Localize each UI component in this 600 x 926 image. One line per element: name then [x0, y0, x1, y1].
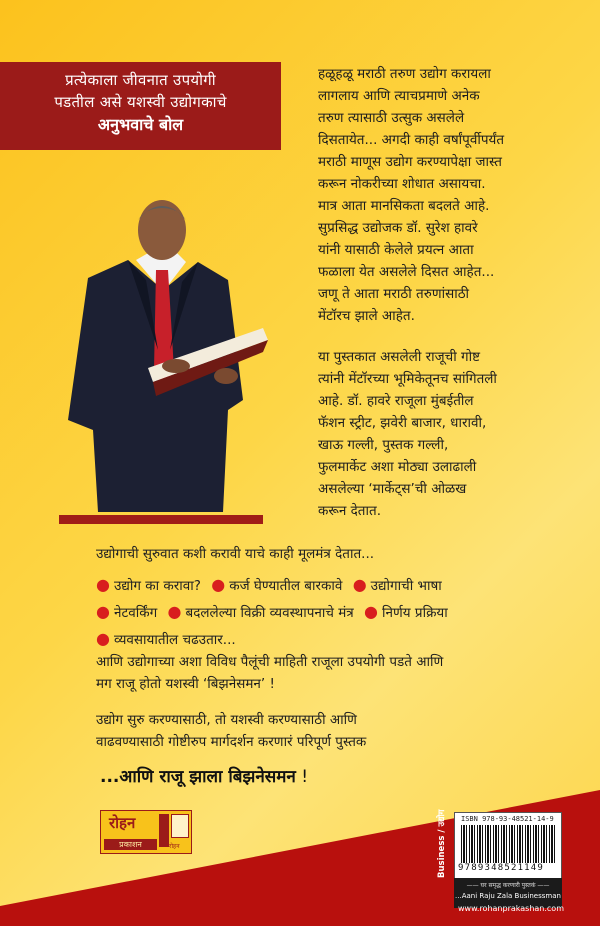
- p1-line: जणू ते आता मराठी तरुणांसाठी: [318, 286, 470, 302]
- p1-line: दिसतायेत... अगदी काही वर्षांपूर्वीपर्यंत: [318, 132, 505, 148]
- quote-line-2: पडतील असे यशस्वी उद्योगकाचे: [54, 93, 227, 111]
- p4-line: उद्योग सुरु करण्यासाठी, तो यशस्वी करण्यासाठी आणि: [96, 712, 357, 728]
- book-tagline: [100, 764, 308, 787]
- p2-line: आहे. डॉ. हावरे राजूला मुंबईतील: [318, 393, 474, 409]
- paragraph-1: [318, 63, 504, 327]
- bullet-dot-icon: ●: [96, 575, 110, 594]
- ean-number: 9789348521149: [458, 863, 545, 873]
- photo-underline-bar: [59, 515, 263, 524]
- bullet-item: बदललेल्या विक्री व्यवस्थापनाचे मंत्र: [185, 605, 354, 621]
- paragraph-3: [96, 651, 443, 695]
- bullet-item: उद्योगाची भाषा: [370, 578, 442, 594]
- series-tagline: —— घर समृद्ध करणारी पुस्तकं ——: [466, 882, 550, 889]
- quote-box: [0, 62, 281, 150]
- bullet-row-3: [96, 626, 454, 653]
- bullet-item: उद्योग का करावा?: [113, 578, 201, 594]
- p1-line: करून नोकरीच्या शोधात असायचा.: [318, 176, 486, 192]
- p2-line: करून देतात.: [318, 503, 381, 519]
- bullet-list: [96, 572, 454, 653]
- bullet-dot-icon: ●: [211, 575, 226, 594]
- bullet-dot-icon: ●: [167, 602, 182, 621]
- p2-line: असलेल्या ‘मार्केट्स’ची ओळख: [318, 481, 467, 497]
- p2-line: या पुस्तकात असलेली राजूची गोष्ट: [318, 349, 480, 365]
- bullet-item: नेटवर्किंग: [113, 605, 158, 621]
- bullet-dot-icon: ●: [364, 602, 379, 621]
- quote-line-3: अनुभवाचे बोल: [97, 115, 184, 134]
- quote-line-1: प्रत्येकाला जीवनात उपयोगी: [65, 71, 216, 89]
- p1-line: लागलाय आणि त्याचप्रमाणे अनेक: [318, 88, 480, 104]
- p3-line: मग राजू होतो यशस्वी ‘बिझनेसमन’ !: [96, 676, 275, 692]
- p2-line: खाऊ गल्ली, पुस्तक गल्ली,: [318, 437, 449, 453]
- p3-line: आणि उद्योगाच्या अशा विविध पैलूंची माहिती राजूला उपयोगी पडते आणि: [96, 654, 444, 670]
- paragraph-4: [96, 709, 366, 753]
- publisher-mini: रोहन: [169, 843, 180, 850]
- p1-line: मराठी माणूस उद्योग करण्यापेक्षा जास्त: [318, 154, 502, 170]
- p1-line: फळाला येत असलेले दिसत आहेत...: [318, 264, 495, 280]
- paragraph-2: [318, 346, 497, 522]
- p1-line: यांनी यासाठी केलेले प्रयत्न आता: [318, 242, 474, 258]
- barcode-icon: [461, 825, 557, 863]
- intro-line: उद्योगाची सुरुवात कशी करावी याचे काही मूलमंत्र देतात...: [96, 546, 375, 562]
- p2-line: त्यांनी मेंटॉरच्या भूमिकेतूनच सांगितली: [318, 371, 497, 387]
- bullet-dot-icon: ●: [96, 602, 110, 621]
- tagline-exclamation: !: [295, 767, 309, 787]
- publisher-website: www.rohanprakashan.com: [458, 904, 564, 913]
- publisher-sub: प्रकाशन: [104, 839, 157, 850]
- p1-line: मेंटॉरच झाले आहेत.: [318, 308, 415, 324]
- p1-line: हळूहळू मराठी तरुण उद्योग करायला: [318, 66, 491, 82]
- isbn-text: ISBN 978-93-48521-14-9: [461, 815, 554, 823]
- bullet-row-2: [96, 599, 454, 626]
- bullet-row-1: [96, 572, 454, 599]
- bullet-dot-icon: ●: [352, 575, 367, 594]
- category-label: Business / उद्योग: [437, 809, 447, 878]
- p1-line: सुप्रसिद्ध उद्योजक डॉ. सुरेश हावरे: [318, 220, 478, 236]
- author-photo: [58, 200, 268, 512]
- bullet-item: निर्णय प्रक्रिया: [382, 605, 448, 621]
- p1-line: तरुण त्यासाठी उत्सुक असलेले: [318, 110, 465, 126]
- p2-line: फॅशन स्ट्रीट, झवेरी बाजार, धारावी,: [318, 415, 487, 431]
- publisher-logo: [100, 810, 192, 854]
- book-spine-icon: [159, 814, 169, 847]
- tagline-text: ...आणि राजू झाला बिझनेसमन: [100, 767, 296, 787]
- p4-line: वाढवण्यासाठी गोष्टीरुप मार्गदर्शन करणारं परिपूर्ण पुस्तक: [96, 734, 367, 750]
- p1-line: मात्र आता मानसिकता बदलते आहे.: [318, 198, 490, 214]
- bullet-dot-icon: ●: [96, 629, 110, 648]
- open-book-icon: [171, 814, 189, 838]
- p2-line: फुलमार्केट अशा मोठ्या उलाढाली: [318, 459, 477, 475]
- book-title-english: ...Aani Raju Zala Businessman: [455, 892, 561, 900]
- publisher-name: रोहन: [109, 814, 136, 832]
- bullet-item: कर्ज घेण्यातील बारकावे: [229, 578, 343, 594]
- bullet-item: व्यवसायातील चढउतार...: [113, 632, 236, 648]
